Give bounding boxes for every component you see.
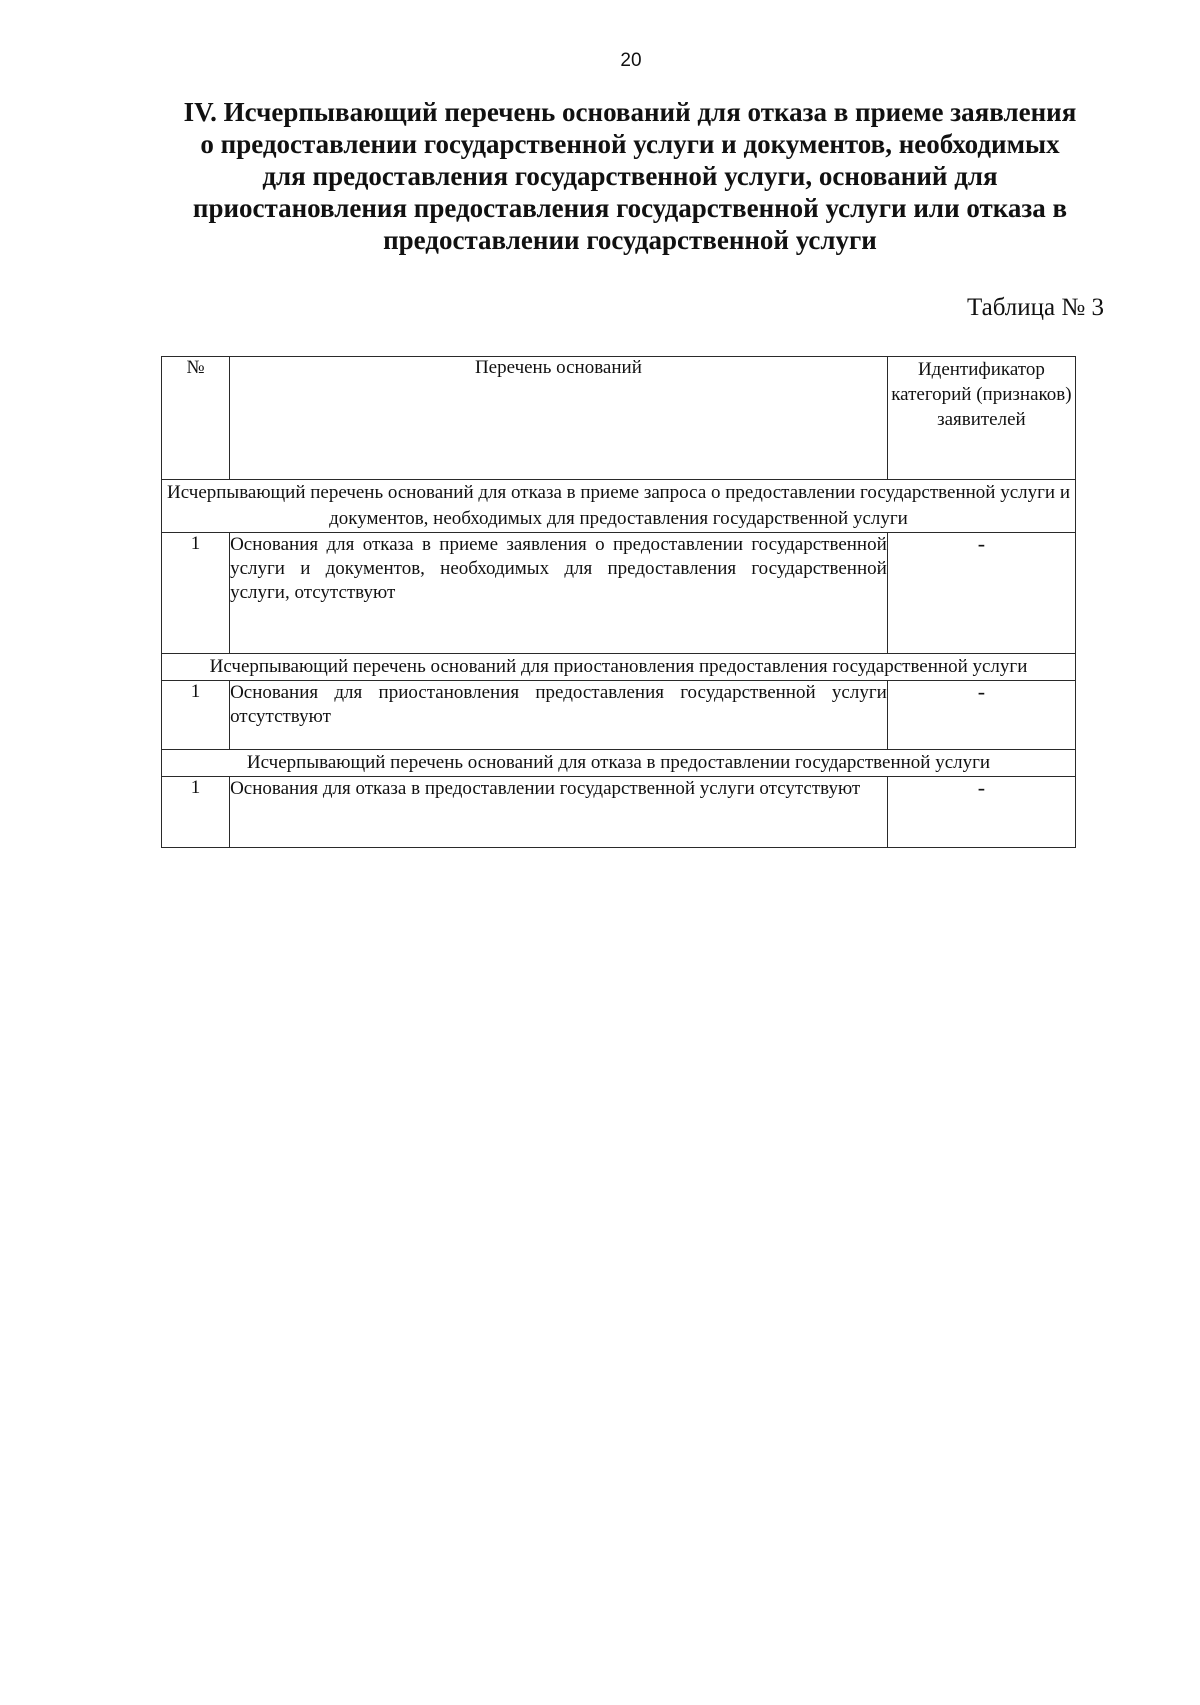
table-caption: Таблица № 3 bbox=[966, 294, 1104, 321]
heading-line: для предоставления государственной услуги, оснований для bbox=[262, 161, 998, 191]
row-identifier: - bbox=[887, 533, 1075, 654]
table-row bbox=[162, 681, 1076, 750]
table-row bbox=[162, 533, 1076, 654]
section-heading bbox=[130, 96, 1130, 256]
section-title-row bbox=[162, 654, 1076, 681]
row-reason: Основания для отказа в приеме заявления о предоставлении государственной услуги и документов, необходимых для предоставления государственной услуги, отсутствуют bbox=[230, 533, 888, 654]
row-number: 1 bbox=[162, 681, 230, 750]
page-number: 20 bbox=[620, 50, 642, 71]
heading-line: о предоставлении государственной услуги и документов, необходимых bbox=[200, 129, 1060, 159]
row-reason: Основания для отказа в предоставлении государственной услуги отсутствуют bbox=[230, 777, 888, 848]
row-reason: Основания для приостановления предоставления государственной услуги отсутствуют bbox=[230, 681, 888, 750]
column-header-grounds-list: Перечень оснований bbox=[230, 357, 888, 480]
section-title-row bbox=[162, 480, 1076, 533]
table-row bbox=[162, 777, 1076, 848]
row-identifier: - bbox=[887, 681, 1075, 750]
row-number: 1 bbox=[162, 533, 230, 654]
column-header-applicant-category-id: Идентификатор категорий (признаков) заявителей bbox=[887, 357, 1075, 480]
section-title: Исчерпывающий перечень оснований для отказа в предоставлении государственной услуги bbox=[162, 750, 1076, 777]
section-title-row bbox=[162, 750, 1076, 777]
heading-line: IV. Исчерпывающий перечень оснований для отказа в приеме заявления bbox=[183, 97, 1077, 127]
column-header-number: № bbox=[162, 357, 230, 480]
row-number: 1 bbox=[162, 777, 230, 848]
row-identifier: - bbox=[887, 777, 1075, 848]
section-title: Исчерпывающий перечень оснований для приостановления предоставления государственной услуги bbox=[162, 654, 1076, 681]
grounds-table bbox=[161, 356, 1076, 848]
section-title: Исчерпывающий перечень оснований для отказа в приеме запроса о предоставлении государственной услуги и документов, необходимых для предоставления государственной услуги bbox=[162, 480, 1076, 533]
table-header-row bbox=[162, 357, 1076, 480]
heading-line: предоставлении государственной услуги bbox=[383, 225, 877, 255]
heading-line: приостановления предоставления государственной услуги или отказа в bbox=[192, 193, 1068, 223]
